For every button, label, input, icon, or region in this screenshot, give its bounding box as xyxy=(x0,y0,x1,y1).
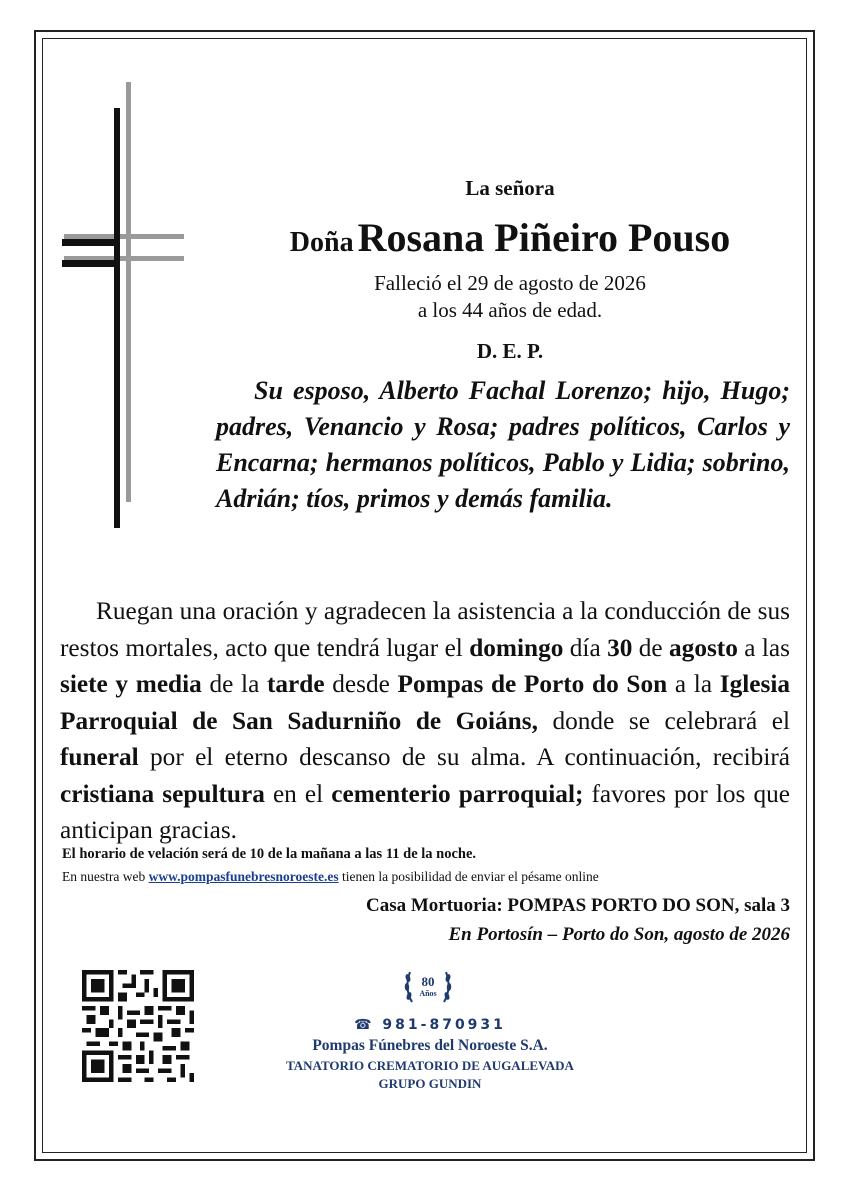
seal-number: 80 xyxy=(421,974,435,989)
announcement-text: Ruegan una oración y agradecen la asistencia a la conducción de sus restos mortales, acto que tendrá lugar el xyxy=(60,597,790,662)
announcement-emphasis: Pompas de Porto do Son xyxy=(397,670,668,698)
deceased-name: Rosana Piñeiro Pouso xyxy=(357,215,731,260)
tanatorio-name: TANATORIO CREMATORIO DE AUGALEVADA xyxy=(286,1058,574,1073)
title-prefix: La señora xyxy=(465,176,555,200)
cross-icon xyxy=(60,82,190,532)
announcement-paragraph xyxy=(60,593,790,849)
announcement-text: donde se celebrará el xyxy=(537,706,790,735)
anniversary-seal-icon xyxy=(400,962,456,1012)
announcement-emphasis: 30 xyxy=(607,633,633,662)
announcement-text: a las xyxy=(737,633,790,662)
phone-icon: ☎ xyxy=(354,1017,375,1033)
dep: D. E. P. xyxy=(476,339,544,363)
age: a los 44 años de edad. xyxy=(417,298,603,322)
deceased-name-line xyxy=(210,214,810,261)
announcement-text: a la xyxy=(667,670,720,698)
phone-line xyxy=(280,1017,580,1033)
announcement-emphasis: Iglesia Parroquial de San Sadurniño de Goiáns, xyxy=(60,670,790,735)
funeral-home: Casa Mortuoria: POMPAS PORTO DO SON, sala 3 xyxy=(365,895,790,916)
announcement-text: día xyxy=(563,633,608,662)
web-prefix: En nuestra web xyxy=(62,869,149,884)
announcement-text: de xyxy=(632,633,670,662)
place-date: En Portosín – Porto do Son, agosto de 2026 xyxy=(448,924,790,945)
qr-code[interactable] xyxy=(82,970,194,1082)
announcement-emphasis: cristiana sepultura xyxy=(60,779,265,808)
announcement-emphasis: funeral xyxy=(60,743,139,771)
death-info xyxy=(230,270,790,324)
announcement-emphasis: domingo xyxy=(469,633,564,662)
vigil-hours: El horario de velación será de 10 de la mañana a las 11 de la noche. xyxy=(62,846,477,862)
honorific: Doña xyxy=(289,227,354,258)
web-notice xyxy=(62,869,792,885)
family-list: Su esposo, Alberto Fachal Lorenzo; hijo, Hugo; padres, Venancio y Rosa; padres políticos, Carlos y Encarna; hermanos políticos, Pablo y Lidia; sobrino, Adrián; tíos, primos y demás familia. xyxy=(216,376,790,513)
announcement-emphasis: tarde xyxy=(266,670,325,698)
phone-number: 981-870931 xyxy=(382,1017,506,1033)
announcement-text: desde xyxy=(324,670,398,698)
seal-word: Años xyxy=(419,989,437,998)
announcement-text: favores por los que anticipan gracias. xyxy=(60,779,790,844)
announcement-emphasis: agosto xyxy=(669,633,738,662)
announcement-text: por el eterno descanso de su alma. A continuación, recibirá xyxy=(138,743,790,771)
death-date: Falleció el 29 de agosto de 2026 xyxy=(374,271,646,295)
announcement-emphasis: siete y media xyxy=(60,670,202,698)
company-name: Pompas Fúnebres del Noroeste S.A. xyxy=(312,1037,548,1054)
group-name: GRUPO GUNDIN xyxy=(378,1076,482,1091)
web-suffix: tienen la posibilidad de enviar el pésame online xyxy=(338,869,599,884)
announcement-text: en el xyxy=(264,779,332,808)
website-link[interactable]: www.pompasfunebresnoroeste.es xyxy=(148,869,339,884)
announcement-emphasis: cementerio parroquial; xyxy=(331,779,584,808)
announcement-text: de la xyxy=(201,670,267,698)
